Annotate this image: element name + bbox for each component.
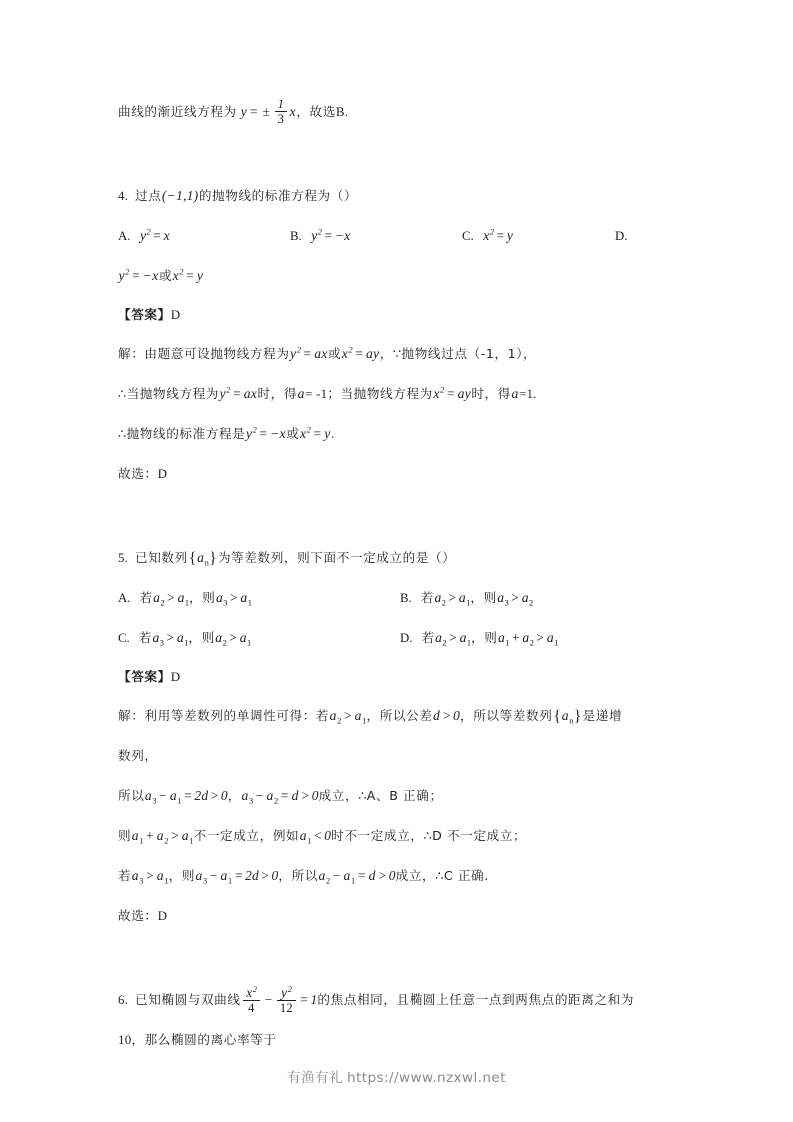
q3-tail-answer: B. [335,104,349,119]
q4-sol2-mid: 时，得 [257,386,298,401]
q5-sol4-zero: 0 [324,828,332,843]
q5-sol5-c1: a [343,868,351,883]
q3-tail-lead: 曲线的渐近线方程为 [118,104,237,119]
question-4-solution-line-3 [118,414,684,454]
q5-sol5-b1: a [220,868,228,883]
question-4-stem-close: ） [343,188,358,203]
q5-sol4-lt: < [314,828,322,843]
question-5-final-choice [118,896,684,936]
q5d-th-op: + [511,630,520,645]
q5-sol3-gt: > [210,788,219,803]
q5d-extra-var: a [546,630,554,645]
question-4-options [118,216,684,256]
question-5-option-b-label: B. [400,591,412,605]
q5b-th-lhs: a [497,590,505,605]
q4-sol2-mid3: 时，得 [471,386,511,401]
q4-sol2-eq2: = [446,386,455,401]
q4-sol1-eq2: = [355,346,363,361]
q5-sol3-zero2: 0 [311,788,319,803]
q5-sol1-seq-var: a [561,708,569,723]
q5-sol4-a1-sub: 1 [139,836,144,846]
q5-sol3-zero: 0 [220,788,228,803]
question-5-solution-line-5 [118,856,684,896]
q4-sol3-x-exp: 2 [306,425,312,435]
q4-sol3-eq2: = [313,426,322,441]
question-4-option-d[interactable] [615,216,675,256]
q4-sol2-mid2: 当抛物线方程为 [340,386,433,401]
q4-sol3-rhs2: y [324,426,331,441]
question-4-optd-equals: = [132,268,140,283]
q6-frac1-numerator [243,985,261,1000]
q5a-th-lhs: a [215,590,223,605]
q5b-if: 若 [420,590,434,605]
q5-sol3-minus2: − [255,788,264,803]
q5-sol3-a1: a [169,788,177,803]
q5-sol5-mid2: ，所以 [278,868,319,883]
q5b-if-op: > [448,590,456,605]
q5d-th-lhs-sub: 1 [505,638,510,648]
question-5-option-a[interactable] [118,578,400,618]
q4-sol3-rhs: −x [270,426,286,441]
q4-sol2-val1: = ‑1； [305,386,341,401]
q5-final-value: D [157,908,168,923]
q5b-th-rhs-sub: 2 [528,598,534,608]
question-4-answer-value: D [170,307,181,322]
question-4-option-b-lhs: y [311,228,318,243]
question-4-option-a-equals: = [153,228,161,243]
q4-sol2-x: x [433,386,440,401]
q4-sol2-a1: a [297,386,305,401]
q6-frac1-denominator: 4 [243,1000,261,1015]
q5-sol3-minus: − [159,788,167,803]
q4-sol3-y-exp: 2 [252,425,257,435]
question-5-options-row-2 [118,618,684,658]
q5a-then: 则 [202,590,216,605]
q3-tail-x: x [289,104,296,119]
question-4-option-c-exponent: 2 [489,227,494,237]
q5-sol4-plus: + [146,828,154,843]
question-5-stem-pre: 已知数列 [135,550,188,565]
question-4-optd-exponent2: 2 [179,267,184,277]
question-4-optd-rhs: −x [142,268,159,283]
q5b-th-rhs: a [521,590,529,605]
q5-sol5-eq2: = [357,868,366,883]
q4-sol1-post: ，∵抛物线过点（‑1，1）， [379,346,537,361]
q5-sol5-c2: a [318,868,326,883]
q5d-comma: ， [471,630,485,645]
q5-sol1-tail: 是递增 [582,708,623,723]
q3-tail-frac-denominator: 3 [275,111,288,126]
q4-sol3-x: x [299,426,307,441]
q5c-then: 则 [201,630,215,645]
question-4-option-c-lhs: x [483,228,490,243]
q5-sol3-b2-sub: 2 [274,796,279,806]
q5a-if-lhs-sub: 2 [160,598,165,608]
q5-sol3-a1-sub: 1 [177,796,182,806]
q6-frac2-num-exp: 2 [287,984,293,994]
q5-sol3-gt2: > [301,788,310,803]
q5c-th-op: > [229,630,237,645]
question-6-stem-pre: 已知椭圆与双曲线 [135,992,241,1007]
q3-tail-comma: ， [296,104,310,119]
question-4-option-a-lhs: y [139,228,146,243]
question-6-fraction-1 [243,985,261,1015]
q5-sol3-d: d [291,788,299,803]
question-4-option-a-exponent: 2 [146,227,151,237]
spacer-after-q5 [118,936,684,980]
q6-equals: = [300,992,308,1007]
q5b-if-lhs: a [434,590,442,605]
q5-sol1-d: d [433,708,440,723]
question-6-stem-line-2 [118,1020,684,1060]
q5-final-label: 故选： [118,908,158,923]
q3-tail-fraction [275,97,288,126]
q6-frac2-denominator: 12 [277,1000,296,1015]
q5-sol3-2d: 2d [194,788,209,803]
question-5-solution-line-4 [118,816,684,856]
question-5-stem-close: ） [442,550,456,565]
question-4-optd-equals2: = [186,268,194,283]
q5c-th-rhs-sub: 1 [246,638,252,648]
q4-sol1-ay: ay [366,346,380,361]
watermark-url: https://www.nzxwl.net [347,1070,506,1086]
q5c-th-rhs: a [239,630,247,645]
q4-sol2-y-exp: 2 [226,385,231,395]
q4-sol2-ay: ay [457,386,471,401]
watermark-brand: 有渔有礼 [287,1070,344,1086]
question-4-option-d-continuation [118,256,684,296]
q3-tail-choose-label: 故选 [309,104,336,119]
q5-sol1-a1: a [354,708,362,723]
footer-watermark [0,1066,793,1086]
q5d-if-rhs-sub: 1 [466,638,472,648]
q5-sol1-pre: 解：利用等差数列的单调性可得：若 [118,708,330,723]
q4-sol2-y: y [219,386,226,401]
q5-sol1-seq-sub: n [569,716,574,726]
question-5-options-row-1 [118,578,684,618]
q5a-th-rhs-sub: 1 [247,598,252,608]
q5-sol5-a1-sub: 1 [164,876,169,886]
q5-sol4-a1b: a [181,828,189,843]
question-4-optd-rhs2: y [196,268,204,283]
q4-sol2-eq: = [233,386,241,401]
q5-sol4-a1: a [131,828,139,843]
q5c-th-lhs: a [215,630,223,645]
q5-sol3-b3-sub: 3 [249,796,254,806]
question-4-number: 4. [118,189,128,203]
question-4-option-c-rhs: y [506,228,513,243]
q5-sol4-a1b-sub: 1 [189,836,194,846]
q5c-if-rhs-sub: 1 [184,638,189,648]
q4-sol1-x-exp: 2 [348,345,353,355]
q5d-if-lhs-sub: 2 [442,638,447,648]
q5-sol1-mid2: ，所以等差数列 [460,708,553,723]
q3-tail-equals: = [249,104,258,119]
q5d-if: 若 [421,630,435,645]
question-4-option-c-label: C. [462,229,474,243]
q5-sol5-gt3: > [378,868,387,883]
q4-sol2-val2: =1. [518,386,537,401]
q5-sol3-pre: 所以 [118,788,145,803]
q5a-if-rhs: a [177,590,185,605]
question-5-option-a-label: A. [118,591,131,605]
q5-seq-close-brace: } [209,550,217,567]
q5b-if-rhs-sub: 1 [466,598,471,608]
question-4-final-choice [118,454,684,494]
q5-sol3-b3: a [241,788,249,803]
q5c-if: 若 [138,630,152,645]
q5c-if-rhs: a [176,630,184,645]
q5-sol1-seq-open: { [553,708,562,725]
q5-sol5-pre: 若 [118,868,132,883]
q5a-th-rhs: a [240,590,248,605]
q5b-th-op: > [511,590,519,605]
question-4-option-c-equals: = [496,228,504,243]
question-4-answer-label: 【答案】 [118,307,171,322]
q3-tail-frac-numerator: 1 [277,97,285,112]
q5-sol5-a3: a [131,868,139,883]
question-4-option-a-rhs: x [163,228,170,243]
question-4-option-b-label: B. [290,229,302,243]
q5-sol3-eq2: = [280,788,289,803]
q5-sol4-a2-sub: 2 [164,836,169,846]
q5-sol5-b3: a [195,868,203,883]
spacer-after-q4 [118,494,684,538]
question-4-optd-conjunction: 或 [158,268,173,283]
question-5-answer-value: D [170,669,181,684]
q5-sol3-tail: 成立，∴A、B 正确； [318,788,443,803]
q5-sol4-a2: a [156,828,164,843]
question-4-optd-lhs: y [118,268,125,283]
q5-sol1-a2: a [329,708,337,723]
spacer-after-q3 [118,132,684,176]
q5-seq-open-brace: { [188,550,197,567]
question-5-solution-line-3 [118,776,684,816]
question-4-option-b-rhs: −x [334,228,351,243]
q3-tail-y: y [240,104,247,119]
q5-sol5-b3-sub: 3 [203,876,208,886]
q5b-comma: ， [470,590,484,605]
q5-sol1-a1-sub: 1 [362,716,367,726]
question-5-number: 5. [118,551,128,565]
q5b-if-lhs-sub: 2 [441,598,446,608]
q5a-if-op: > [167,590,175,605]
question-5-option-d[interactable] [400,618,684,658]
q6-frac1-num-var: x [246,984,253,1000]
q5-sol4-mid: 不一定成立，例如 [193,828,300,843]
q5-sol1-gt: > [344,708,352,723]
question-6-stem-line-1 [118,980,684,1020]
q5b-then: 则 [483,590,497,605]
q4-final-value: D [157,466,168,481]
q5-sol1-mid: ，所以公差 [366,708,433,723]
q4-sol2-ax: ax [243,386,257,401]
q5-sol5-zero2: 0 [388,868,396,883]
question-5-stem-post: 为等差数列，则下面不一定成立的是（ [217,550,443,565]
q3-solution-tail [118,92,684,132]
document-content [118,92,684,1060]
q5a-if: 若 [139,590,153,605]
q5a-comma: ， [189,590,203,605]
q5-sol5-d: d [368,868,376,883]
q4-sol1-y-exp: 2 [296,345,302,355]
q5d-if-lhs: a [435,630,442,645]
question-4-option-d-label: D. [615,229,628,243]
question-5-solution-line-2 [118,736,684,776]
q4-final-label: 故选： [118,466,158,481]
q5-sol4-tail: 时不一定成立，∴D 不一定成立； [331,828,527,843]
q5c-th-lhs-sub: 2 [222,638,227,648]
q5-sol5-a1: a [156,868,164,883]
question-6-number: 6. [118,993,128,1007]
question-4-stem-post: 的抛物线的标准方程为（ [198,188,344,203]
question-4-solution-line-2 [118,374,684,414]
q5-sol3-a3-sub: 3 [152,796,157,806]
question-4-stem-pre: 过点 [135,188,162,203]
q5-sol1-d-gt: > [443,708,451,723]
q4-sol3-y: y [245,426,253,441]
q5a-if-lhs: a [153,590,160,605]
q6-frac2-numerator [277,985,296,1000]
q4-sol3-period: . [330,426,335,441]
q5-sol5-zero: 0 [271,868,279,883]
q4-sol1-or: 或 [328,346,342,361]
q5d-th-rhs: a [522,630,530,645]
question-5-option-b[interactable] [400,578,684,618]
q5d-th-rhs-sub: 2 [529,638,534,648]
q5-sol5-minus: − [209,868,218,883]
question-5-option-c-label: C. [118,631,130,645]
question-4-answer [118,296,684,334]
question-4-stem [118,176,684,216]
question-4-point: (−1,1) [161,188,199,203]
q6-frac2-num-var: y [281,984,288,1000]
q4-sol1-pre: 解：由题意可设抛物线方程为 [118,346,290,361]
q6-one: 1 [310,992,318,1007]
question-6-stem-post: 的焦点相同，且椭圆上任意一点到两焦点的距离之和为 [317,992,635,1007]
question-4-option-a[interactable] [118,216,290,256]
q6-minus: − [264,992,273,1007]
q5d-extra-op: > [536,630,544,645]
question-5-option-d-label: D. [400,631,413,645]
q5d-then: 则 [484,630,498,645]
question-4-optd-lhs2: x [172,268,179,283]
q5b-if-rhs: a [458,590,466,605]
q6-line2-text: ，那么椭圆的离心率等于 [131,1032,277,1047]
question-6-fraction-2 [277,985,296,1015]
question-5-answer-label: 【答案】 [118,669,171,684]
q6-sum-value: 10 [118,1032,132,1047]
q5-sol5-2d: 2d [245,868,259,883]
q5-sol3-comma: ， [227,788,241,803]
q5-sol5-eq: = [234,868,243,883]
q4-sol2-pre: ∴当抛物线方程为 [118,386,219,401]
q5a-if-rhs-sub: 1 [184,598,190,608]
q4-sol3-pre: ∴抛物线的标准方程是 [118,426,246,441]
q5-sol4-c1: a [299,828,307,843]
q4-sol1-y: y [290,346,297,361]
q5c-if-lhs: a [152,630,160,645]
q5c-if-op: > [166,630,174,645]
q5-sol5-b1-sub: 1 [228,876,233,886]
q5-sol4-c1-sub: 1 [307,836,312,846]
question-4-option-b-exponent: 2 [317,227,322,237]
q5-sol5-tail: 成立，∴C 正确. [395,868,489,883]
q5-sol1-a2-sub: 2 [337,716,342,726]
question-5-sequence-notation [188,538,218,578]
question-5-option-c[interactable] [118,618,400,658]
question-4-option-b[interactable] [290,216,462,256]
question-5-stem [118,538,684,578]
q4-sol3-or: 或 [286,426,300,441]
q5-seq-sub: n [204,558,210,568]
question-5-solution-line-1 [118,696,684,736]
q5a-th-op: > [229,590,238,605]
q5-sol3-b2: a [266,788,274,803]
question-5-answer [118,658,684,696]
q5-sol2-text: 数列， [118,748,158,763]
q6-frac1-num-exp: 2 [252,984,258,994]
question-4-option-a-label: A. [118,229,131,243]
q5d-th-lhs: a [497,630,505,645]
q5-sol5-c1-sub: 1 [351,876,356,886]
question-4-optd-exponent: 2 [125,267,130,277]
q3-tail-plusminus: ± [262,104,271,119]
q5b-th-lhs-sub: 3 [504,598,509,608]
q5-sol1-zero: 0 [453,708,461,723]
question-4-option-c[interactable] [462,216,615,256]
q5-sol5-minus2: − [332,868,341,883]
q5-sol4-gt: > [171,828,179,843]
q4-sol1-eq: = [303,346,312,361]
q5-sol5-gt2: > [261,868,270,883]
question-4-option-b-equals: = [324,228,332,243]
q4-sol3-eq: = [259,426,268,441]
q5d-if-rhs: a [459,630,467,645]
question-4-solution-line-1 [118,334,684,374]
q5-sol5-a3-sub: 3 [139,876,144,886]
q5d-extra-sub: 1 [554,638,559,648]
q5-sol5-c2-sub: 2 [326,876,331,886]
q5-sol1-sequence [552,696,582,736]
q5a-th-lhs-sub: 3 [223,598,228,608]
q5-sol5-gt: > [146,868,154,883]
q5-seq-var: a [197,550,205,565]
q4-sol2-a2: a [511,386,519,401]
q5-sol3-a3: a [144,788,152,803]
q5-sol3-eq: = [184,788,192,803]
q5d-if-op: > [449,630,457,645]
q4-sol1-ax: ax [314,346,328,361]
q5-sol1-seq-close: } [573,708,582,725]
q4-sol2-x-exp: 2 [440,385,445,395]
q5-sol4-pre: 则 [118,828,132,843]
q5c-comma: ， [188,630,202,645]
q4-sol1-x: x [341,346,348,361]
q5c-if-lhs-sub: 3 [159,638,164,648]
q5-sol5-mid: ，则 [168,868,196,883]
